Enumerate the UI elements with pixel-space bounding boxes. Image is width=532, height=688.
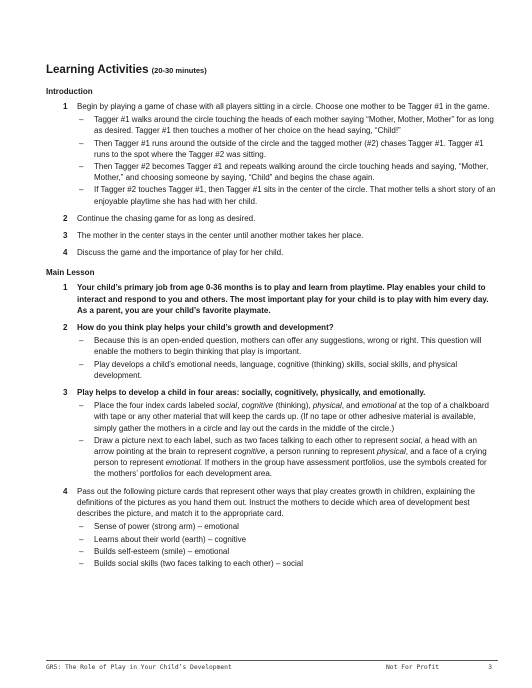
page-number: 3 [488, 664, 492, 671]
main-item [46, 486, 498, 569]
item-text: Begin by playing a game of chase with all players sitting in a circle. Choose one mother to be Tagger #1 in the game. [77, 102, 490, 111]
item-number: 2 [63, 213, 68, 223]
item-number: 1 [63, 102, 68, 111]
item-number: 2 [63, 323, 68, 333]
item-text: The mother in the center stays in the center until another mother takes her place. [77, 231, 364, 241]
bullet-list [77, 114, 498, 207]
bullet-item: – Tagger #1 walks around the circle touching the heads of each mother saying “Mother, Mother, Mother” for as long as desired. Tagger #1 then touches a mother of her choice on the head saying, “Child!” [79, 115, 494, 136]
bullet-list [77, 335, 498, 381]
bullet-item: – Draw a picture next to each label, such as two faces talking to each other to represent social, a head with an arrow pointing at the brain to represent cognitive, a person running to represent physical, and a face of a crying person to represent emotional. If mothers in the group have assessment portfolios, use the symbols created for the mothers’ portfolios for each development area. [79, 435, 487, 479]
item-number: 4 [63, 248, 68, 258]
bullet-item: – Then Tagger #1 runs around the outside of the circle and the tagged mother (#2) chases Tagger #1. Tagger #1 runs to the spot where the Tagger #2 was sitting. [79, 138, 484, 159]
bullet-item: – Place the four index cards labeled social, cognitive (thinking), physical, and emotional at the top of a chalkboard with tape or any other material that will keep the cards up. (If no tape or other adhesive material is available, simply gather the mothers in a circle and lay out the cards in the middle of the circle.) [79, 401, 489, 433]
bullet-item: – Then Tagger #2 becomes Tagger #1 and repeats walking around the circle touching heads and saying, “Mother, Mother,” and choosing someone by saying, “Child” and begins the chase again. [79, 162, 489, 183]
section-heading-introduction: Introduction [46, 87, 93, 96]
page-title: Learning Activities (20-30 minutes) [46, 64, 207, 76]
footer-title: GR5: The Role of Play in Your Child’s Development [46, 664, 232, 671]
bullet-list [77, 521, 498, 569]
intro-item [46, 230, 498, 241]
intro-item [46, 213, 498, 224]
item-number: 1 [63, 283, 68, 293]
item-number: 3 [63, 231, 68, 241]
bullet-item: – Because this is an open-ended question, mothers can offer any suggestions, wrong or right. This question will enable the mothers to begin thinking that play is important. [79, 336, 482, 357]
bullet-item: – Builds social skills (two faces talking to each other) – social [79, 558, 303, 568]
item-text: Continue the chasing game for as long as desired. [77, 213, 256, 223]
section-heading-main-lesson: Main Lesson [46, 268, 95, 278]
bullet-item: – Learns about their world (earth) – cognitive [79, 534, 247, 544]
main-item [46, 322, 498, 381]
page-footer [46, 660, 498, 671]
main-item [46, 387, 498, 480]
item-text: How do you think play helps your child’s growth and development? [77, 323, 334, 333]
item-text: Discuss the game and the importance of play for her child. [77, 248, 284, 258]
intro-item [46, 247, 498, 258]
duration-note: (20-30 minutes) [151, 66, 207, 75]
bullet-item: – Play develops a child’s emotional needs, language, cognitive (thinking) skills, social skills, and physical development. [79, 359, 458, 380]
bullet-item: – If Tagger #2 touches Tagger #1, then Tagger #1 sits in the center of the circle. That mother tells a short story of an enjoyable playtime she has had with her child. [79, 185, 496, 206]
bullet-item: – Sense of power (strong arm) – emotional [79, 522, 239, 532]
item-number: 4 [63, 486, 68, 496]
bullet-list [77, 400, 498, 479]
item-number: 3 [63, 388, 68, 398]
item-text: Play helps to develop a child in four areas: socially, cognitively, physically, and emotionally. [77, 388, 426, 398]
footer-note: Not For Profit [386, 664, 440, 671]
intro-item [46, 101, 498, 207]
item-text: Your child’s primary job from age 0-36 months is to play and learn from playtime. Play enables your child to interact and respond to you and others. The most important play for your child is to play with him every day. As a parent, you are your child’s favorite playmate. [77, 283, 489, 315]
main-item [46, 282, 498, 316]
item-text: Pass out the following picture cards that represent other ways that play creates growth in children, explaining the definitions of the pictures as you hand them out. Instruct the mothers to decide which area of development best describes the picture, and match it to the appropriate card. [77, 486, 475, 519]
bullet-item: – Builds self-esteem (smile) – emotional [79, 546, 230, 556]
document-page [46, 64, 498, 575]
